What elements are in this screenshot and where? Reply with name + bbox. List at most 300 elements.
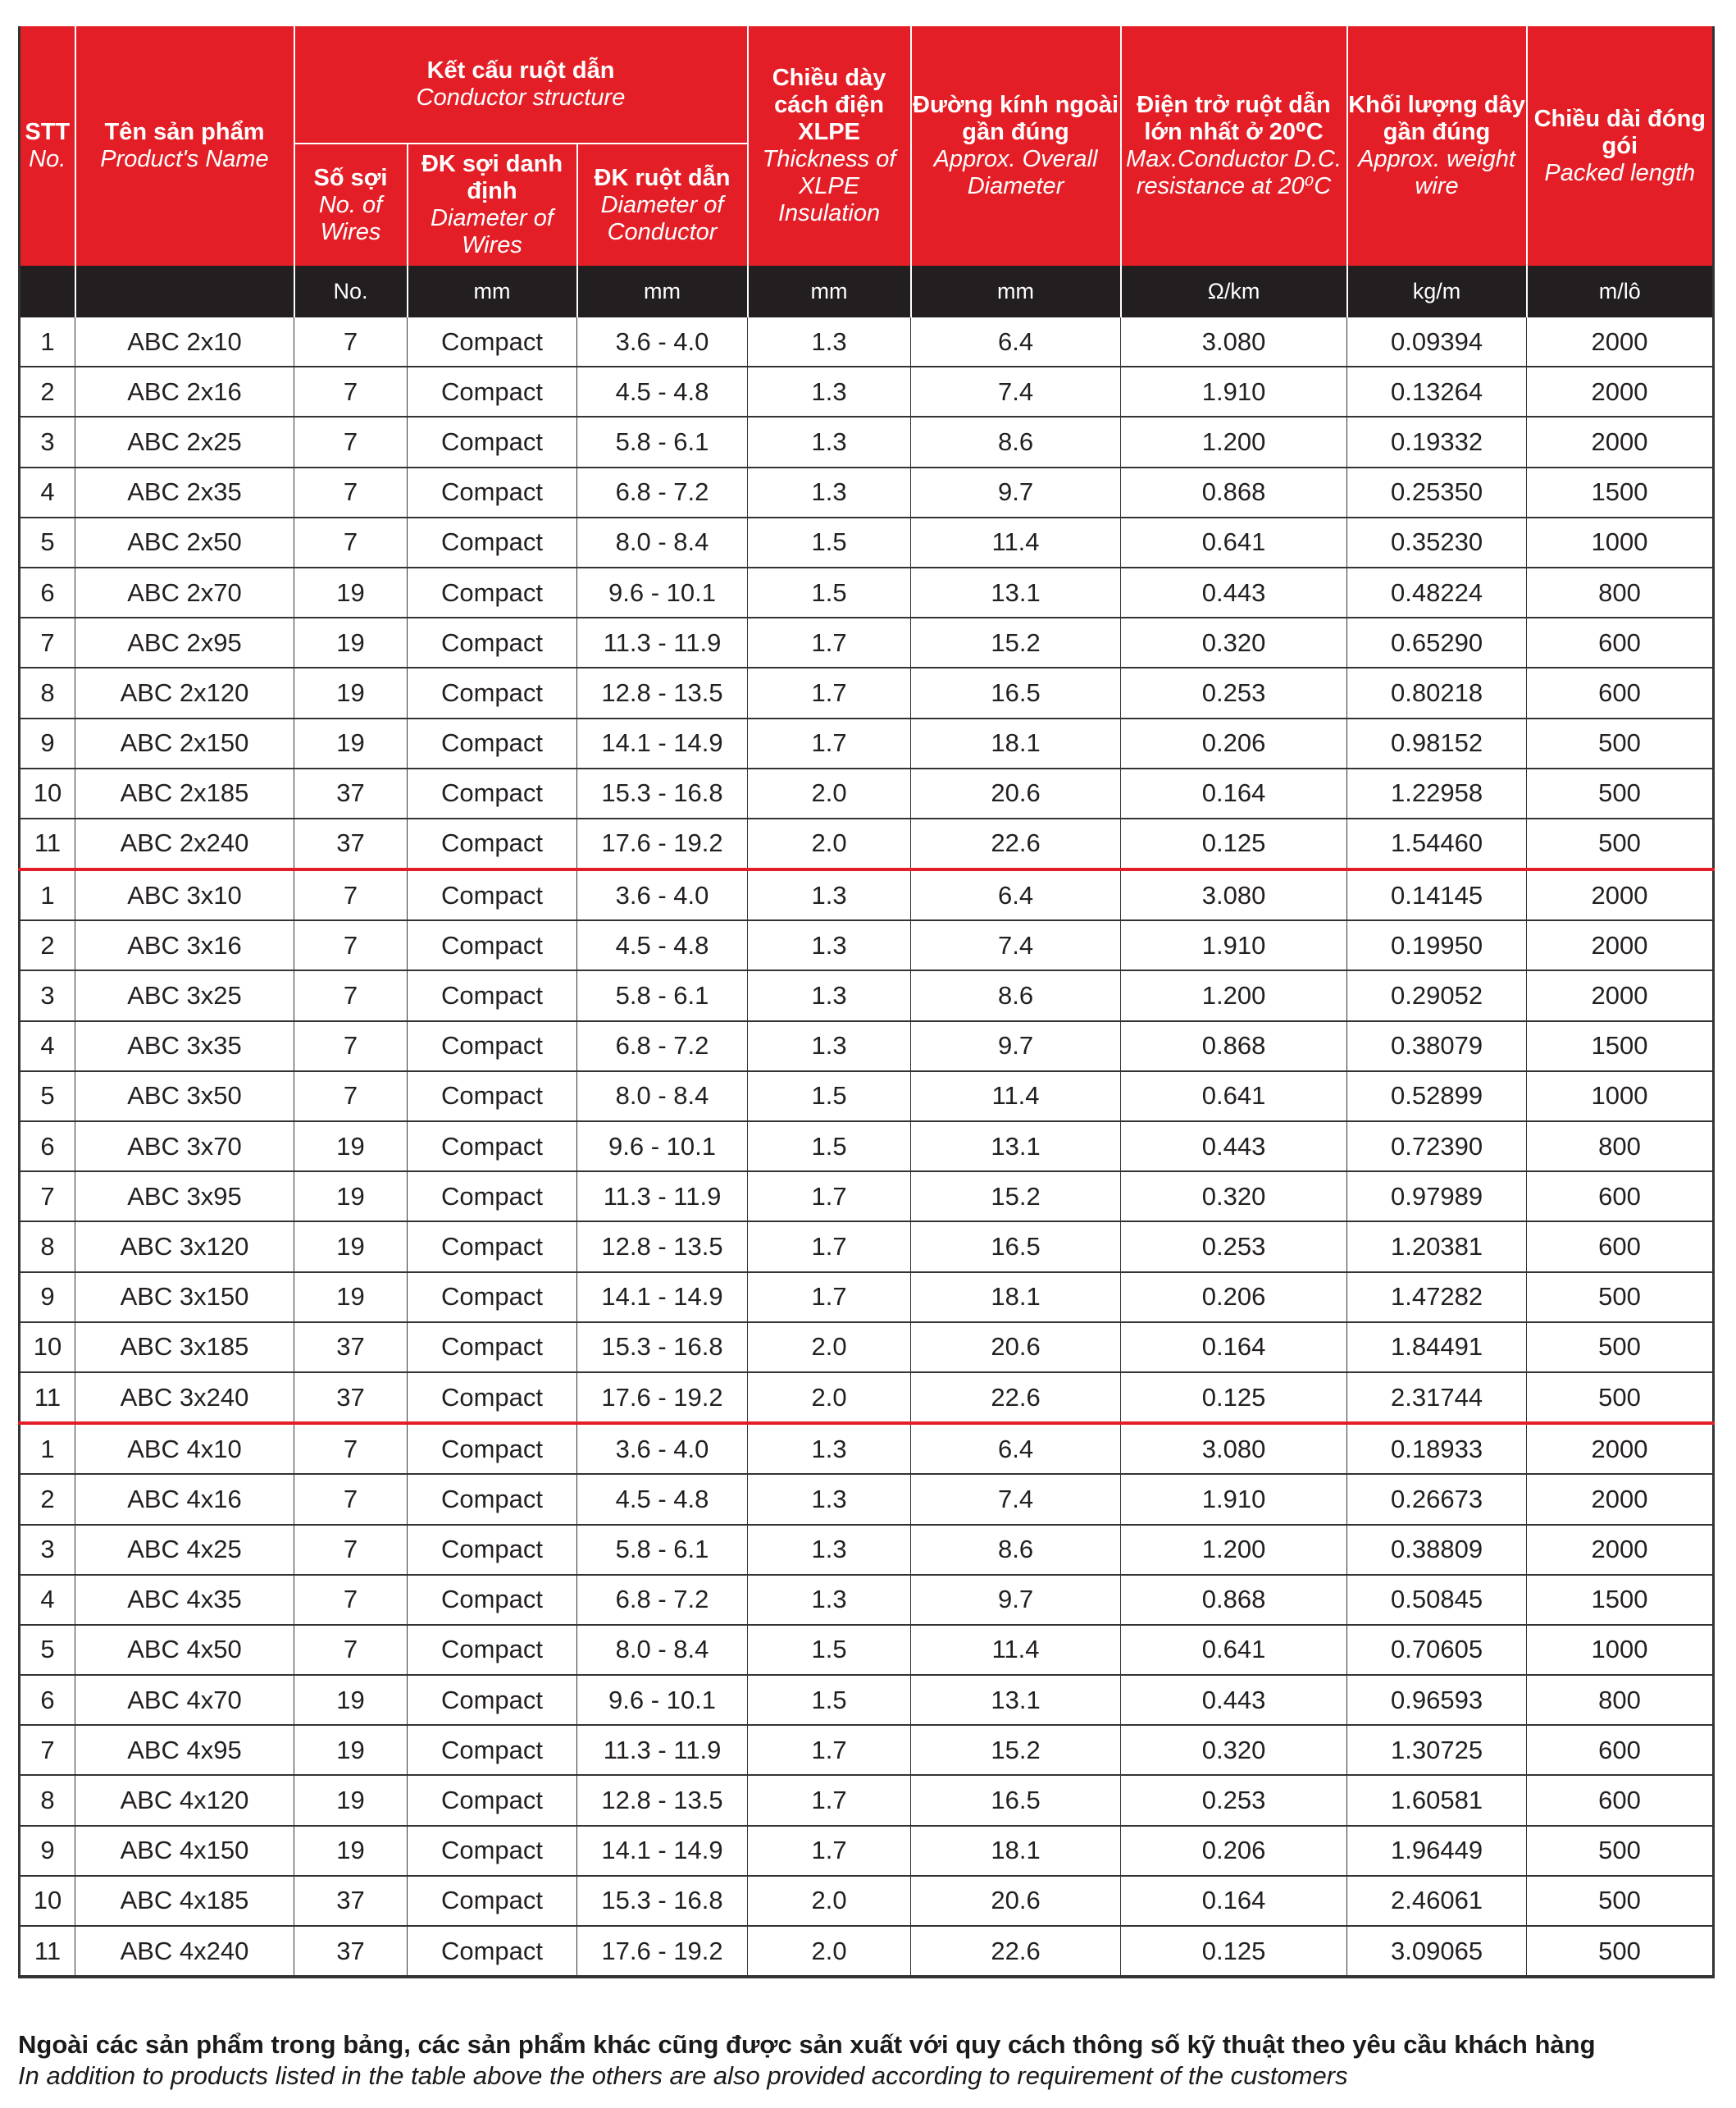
cell-insulation-thickness: 1.5 [748,1675,911,1725]
cell-wire-count: 7 [294,1021,408,1071]
cell-conductor-diameter: 3.6 - 4.0 [577,317,748,367]
unit-cell: mm [748,266,911,317]
cell-wire-count: 19 [294,1675,408,1725]
cell-packed-length: 2000 [1527,1525,1714,1575]
cell-conductor-diameter: 9.6 - 10.1 [577,568,748,618]
cell-overall-diameter: 11.4 [911,1625,1121,1675]
cell-insulation-thickness: 1.5 [748,568,911,618]
cell-dc-resistance: 0.253 [1121,668,1347,718]
cell-weight: 0.18933 [1347,1423,1527,1474]
cell-stt: 5 [20,518,75,568]
cell-stt: 10 [20,769,75,819]
cell-wire-diameter: Compact [408,668,577,718]
header-wire-diameter: ĐK sợi danh định Diameter of Wires [408,144,577,266]
cell-conductor-diameter: 8.0 - 8.4 [577,1625,748,1675]
cell-wire-count: 19 [294,668,408,718]
header-insulation-thickness: Chiều dày cách điện XLPE Thickness of XLPE Insulation [748,26,911,266]
cell-dc-resistance: 1.200 [1121,1525,1347,1575]
cell-insulation-thickness: 1.3 [748,417,911,467]
cell-product-name: ABC 2x185 [75,769,294,819]
cell-overall-diameter: 7.4 [911,920,1121,970]
cell-weight: 0.13264 [1347,367,1527,417]
cell-packed-length: 1000 [1527,1625,1714,1675]
cell-wire-diameter: Compact [408,1575,577,1625]
cell-wire-diameter: Compact [408,1675,577,1725]
cell-insulation-thickness: 1.7 [748,1272,911,1322]
cell-overall-diameter: 20.6 [911,1876,1121,1926]
cell-packed-length: 600 [1527,1775,1714,1825]
cell-wire-count: 7 [294,1423,408,1474]
cell-overall-diameter: 18.1 [911,1826,1121,1876]
cell-insulation-thickness: 1.3 [748,317,911,367]
header-conductor-diameter: ĐK ruột dẫn Diameter of Conductor [577,144,748,266]
cell-insulation-thickness: 1.7 [748,1826,911,1876]
cell-dc-resistance: 0.320 [1121,1725,1347,1775]
cell-insulation-thickness: 2.0 [748,819,911,869]
cell-overall-diameter: 9.7 [911,1021,1121,1071]
cell-packed-length: 600 [1527,668,1714,718]
table-row [20,1826,1714,1876]
cell-wire-diameter: Compact [408,1423,577,1474]
cell-wire-count: 19 [294,719,408,769]
cell-overall-diameter: 8.6 [911,970,1121,1020]
cell-dc-resistance: 1.200 [1121,970,1347,1020]
cell-overall-diameter: 11.4 [911,1071,1121,1121]
cell-weight: 1.47282 [1347,1272,1527,1322]
unit-cell [20,266,75,317]
cell-wire-count: 7 [294,518,408,568]
table-row [20,1423,1714,1474]
cell-overall-diameter: 15.2 [911,1171,1121,1221]
table-row [20,1272,1714,1322]
cell-packed-length: 800 [1527,1675,1714,1725]
table-row [20,1372,1714,1423]
cell-overall-diameter: 9.7 [911,1575,1121,1625]
cell-insulation-thickness: 1.7 [748,1725,911,1775]
header-stt: STT No. [20,26,75,266]
cell-weight: 2.31744 [1347,1372,1527,1423]
cell-product-name: ABC 4x16 [75,1474,294,1524]
cell-wire-count: 7 [294,970,408,1020]
cell-packed-length: 2000 [1527,367,1714,417]
cell-weight: 0.19950 [1347,920,1527,970]
unit-cell: mm [408,266,577,317]
cell-wire-count: 19 [294,1171,408,1221]
cell-stt: 6 [20,568,75,618]
cell-dc-resistance: 0.125 [1121,1372,1347,1423]
cell-overall-diameter: 7.4 [911,1474,1121,1524]
cell-stt: 1 [20,1423,75,1474]
cell-packed-length: 500 [1527,1372,1714,1423]
cell-wire-diameter: Compact [408,719,577,769]
cell-dc-resistance: 3.080 [1121,317,1347,367]
cell-dc-resistance: 3.080 [1121,1423,1347,1474]
cell-stt: 4 [20,1575,75,1625]
cell-wire-diameter: Compact [408,1725,577,1775]
cell-product-name: ABC 3x10 [75,869,294,920]
cell-wire-count: 37 [294,1876,408,1926]
cell-overall-diameter: 16.5 [911,1775,1121,1825]
table-row [20,920,1714,970]
cell-product-name: ABC 2x120 [75,668,294,718]
cell-conductor-diameter: 11.3 - 11.9 [577,618,748,668]
cell-conductor-diameter: 15.3 - 16.8 [577,769,748,819]
header-product-name: Tên sản phẩm Product's Name [75,26,294,266]
header-packed-length: Chiều dài đóng gói Packed length [1527,26,1714,266]
cell-packed-length: 600 [1527,618,1714,668]
cell-overall-diameter: 6.4 [911,869,1121,920]
cell-dc-resistance: 0.253 [1121,1221,1347,1271]
cell-packed-length: 800 [1527,1121,1714,1171]
cell-stt: 10 [20,1876,75,1926]
cell-stt: 6 [20,1675,75,1725]
cell-weight: 0.38079 [1347,1021,1527,1071]
cell-wire-diameter: Compact [408,317,577,367]
cell-wire-count: 7 [294,869,408,920]
cell-product-name: ABC 2x95 [75,618,294,668]
cell-packed-length: 600 [1527,1725,1714,1775]
cell-conductor-diameter: 6.8 - 7.2 [577,468,748,518]
cell-weight: 0.52899 [1347,1071,1527,1121]
cell-stt: 3 [20,970,75,1020]
cell-insulation-thickness: 1.3 [748,970,911,1020]
cell-weight: 1.96449 [1347,1826,1527,1876]
cell-weight: 0.96593 [1347,1675,1527,1725]
cell-wire-count: 37 [294,769,408,819]
cell-stt: 7 [20,1171,75,1221]
cell-conductor-diameter: 17.6 - 19.2 [577,819,748,869]
table-row [20,1221,1714,1271]
cell-insulation-thickness: 1.7 [748,1775,911,1825]
cell-stt: 3 [20,1525,75,1575]
cell-wire-diameter: Compact [408,1826,577,1876]
cell-packed-length: 500 [1527,1272,1714,1322]
cell-dc-resistance: 0.641 [1121,1071,1347,1121]
cell-product-name: ABC 3x25 [75,970,294,1020]
cell-conductor-diameter: 14.1 - 14.9 [577,1272,748,1322]
cell-dc-resistance: 0.206 [1121,1272,1347,1322]
cell-overall-diameter: 13.1 [911,568,1121,618]
cell-overall-diameter: 18.1 [911,719,1121,769]
cell-wire-count: 19 [294,1775,408,1825]
table-row [20,769,1714,819]
cell-conductor-diameter: 8.0 - 8.4 [577,1071,748,1121]
cell-product-name: ABC 2x50 [75,518,294,568]
cell-wire-diameter: Compact [408,417,577,467]
cell-stt: 11 [20,1372,75,1423]
cell-wire-diameter: Compact [408,1322,577,1372]
cell-weight: 1.84491 [1347,1322,1527,1372]
cell-wire-diameter: Compact [408,1272,577,1322]
cell-dc-resistance: 0.125 [1121,819,1347,869]
cell-stt: 1 [20,317,75,367]
unit-cell [75,266,294,317]
cell-stt: 8 [20,1221,75,1271]
table-row [20,367,1714,417]
cell-packed-length: 500 [1527,1826,1714,1876]
table-row [20,1926,1714,1977]
cell-wire-diameter: Compact [408,1171,577,1221]
cell-overall-diameter: 20.6 [911,1322,1121,1372]
cell-insulation-thickness: 2.0 [748,1926,911,1977]
cell-weight: 1.22958 [1347,769,1527,819]
cell-wire-count: 37 [294,1372,408,1423]
cell-wire-count: 7 [294,1474,408,1524]
table-row [20,1474,1714,1524]
cell-overall-diameter: 13.1 [911,1121,1121,1171]
cell-wire-diameter: Compact [408,1625,577,1675]
cell-weight: 1.20381 [1347,1221,1527,1271]
cell-wire-diameter: Compact [408,468,577,518]
cell-stt: 8 [20,668,75,718]
cell-product-name: ABC 4x185 [75,1876,294,1926]
cell-insulation-thickness: 1.7 [748,719,911,769]
cell-product-name: ABC 4x150 [75,1826,294,1876]
cell-stt: 3 [20,417,75,467]
table-row [20,1725,1714,1775]
cell-product-name: ABC 4x120 [75,1775,294,1825]
cell-stt: 1 [20,869,75,920]
cell-wire-diameter: Compact [408,618,577,668]
cell-conductor-diameter: 11.3 - 11.9 [577,1171,748,1221]
cell-product-name: ABC 4x95 [75,1725,294,1775]
cell-insulation-thickness: 1.3 [748,1423,911,1474]
cell-dc-resistance: 0.206 [1121,1826,1347,1876]
cell-overall-diameter: 6.4 [911,317,1121,367]
cell-dc-resistance: 0.206 [1121,719,1347,769]
cell-stt: 7 [20,1725,75,1775]
cell-weight: 0.65290 [1347,618,1527,668]
cell-packed-length: 1000 [1527,1071,1714,1121]
cell-weight: 0.98152 [1347,719,1527,769]
cell-packed-length: 2000 [1527,970,1714,1020]
cell-packed-length: 500 [1527,1926,1714,1977]
cell-wire-count: 7 [294,417,408,467]
cell-conductor-diameter: 12.8 - 13.5 [577,668,748,718]
table-row [20,417,1714,467]
cell-insulation-thickness: 1.5 [748,1121,911,1171]
cell-dc-resistance: 1.200 [1121,417,1347,467]
cell-conductor-diameter: 15.3 - 16.8 [577,1876,748,1926]
cell-conductor-diameter: 14.1 - 14.9 [577,1826,748,1876]
table-row [20,1171,1714,1221]
units-row [20,266,1714,317]
cell-wire-count: 37 [294,1322,408,1372]
cell-insulation-thickness: 1.7 [748,618,911,668]
table-row [20,819,1714,869]
header-wires-number: Số sợi No. of Wires [294,144,408,266]
cell-conductor-diameter: 17.6 - 19.2 [577,1926,748,1977]
header-dc-resistance: Điện trở ruột dẫn lớn nhất ở 20⁰C Max.Conductor D.C. resistance at 20⁰C [1121,26,1347,266]
cell-overall-diameter: 16.5 [911,1221,1121,1271]
cell-conductor-diameter: 5.8 - 6.1 [577,970,748,1020]
cell-wire-diameter: Compact [408,1876,577,1926]
cell-wire-count: 19 [294,1272,408,1322]
cell-weight: 1.30725 [1347,1725,1527,1775]
cell-overall-diameter: 15.2 [911,1725,1121,1775]
cell-packed-length: 2000 [1527,869,1714,920]
cell-wire-diameter: Compact [408,1071,577,1121]
table-row [20,1021,1714,1071]
cell-packed-length: 2000 [1527,920,1714,970]
cell-wire-diameter: Compact [408,568,577,618]
cell-dc-resistance: 0.443 [1121,1675,1347,1725]
cell-dc-resistance: 1.910 [1121,920,1347,970]
cell-wire-diameter: Compact [408,1121,577,1171]
cell-stt: 9 [20,1272,75,1322]
cell-conductor-diameter: 17.6 - 19.2 [577,1372,748,1423]
cell-conductor-diameter: 12.8 - 13.5 [577,1221,748,1271]
cell-wire-diameter: Compact [408,970,577,1020]
footnote-vietnamese: Ngoài các sản phẩm trong bảng, các sản phẩm khác cũng được sản xuất với quy cách thông số kỹ thuật theo yêu cầu khách hàng [18,2030,1596,2059]
cell-dc-resistance: 0.253 [1121,1775,1347,1825]
cell-wire-count: 7 [294,1525,408,1575]
footnote-english: In addition to products listed in the table above the others are also provided according to requirement of the customers [18,2061,1348,2090]
cell-packed-length: 600 [1527,1221,1714,1271]
cell-stt: 7 [20,618,75,668]
cell-overall-diameter: 20.6 [911,769,1121,819]
cell-overall-diameter: 8.6 [911,417,1121,467]
cell-packed-length: 600 [1527,1171,1714,1221]
cell-product-name: ABC 2x10 [75,317,294,367]
cell-stt: 6 [20,1121,75,1171]
table-row [20,668,1714,718]
cell-wire-count: 7 [294,920,408,970]
cell-product-name: ABC 3x70 [75,1121,294,1171]
cell-weight: 0.26673 [1347,1474,1527,1524]
cell-dc-resistance: 0.125 [1121,1926,1347,1977]
cell-dc-resistance: 0.868 [1121,1021,1347,1071]
cell-weight: 0.14145 [1347,869,1527,920]
cell-wire-diameter: Compact [408,367,577,417]
cell-overall-diameter: 22.6 [911,1926,1121,1977]
cell-stt: 9 [20,1826,75,1876]
cell-conductor-diameter: 3.6 - 4.0 [577,869,748,920]
cell-wire-diameter: Compact [408,869,577,920]
cell-dc-resistance: 0.443 [1121,568,1347,618]
cell-product-name: ABC 3x50 [75,1071,294,1121]
cell-insulation-thickness: 2.0 [748,1322,911,1372]
cell-product-name: ABC 2x150 [75,719,294,769]
cell-dc-resistance: 0.164 [1121,1322,1347,1372]
cell-insulation-thickness: 1.7 [748,1221,911,1271]
cell-stt: 10 [20,1322,75,1372]
cell-conductor-diameter: 8.0 - 8.4 [577,518,748,568]
cell-overall-diameter: 11.4 [911,518,1121,568]
cell-product-name: ABC 2x70 [75,568,294,618]
cell-dc-resistance: 0.868 [1121,468,1347,518]
table-row [20,1675,1714,1725]
cell-weight: 0.72390 [1347,1121,1527,1171]
cell-conductor-diameter: 4.5 - 4.8 [577,920,748,970]
cell-packed-length: 1500 [1527,468,1714,518]
cell-overall-diameter: 22.6 [911,819,1121,869]
cell-packed-length: 800 [1527,568,1714,618]
cell-dc-resistance: 0.443 [1121,1121,1347,1171]
cell-weight: 0.48224 [1347,568,1527,618]
cell-stt: 2 [20,367,75,417]
cell-wire-count: 7 [294,1625,408,1675]
cell-overall-diameter: 18.1 [911,1272,1121,1322]
cell-conductor-diameter: 11.3 - 11.9 [577,1725,748,1775]
cell-insulation-thickness: 2.0 [748,769,911,819]
unit-cell: mm [577,266,748,317]
cell-product-name: ABC 3x185 [75,1322,294,1372]
cell-wire-count: 37 [294,819,408,869]
cell-dc-resistance: 3.080 [1121,869,1347,920]
cell-weight: 2.46061 [1347,1876,1527,1926]
cell-product-name: ABC 3x95 [75,1171,294,1221]
cell-product-name: ABC 4x35 [75,1575,294,1625]
cell-packed-length: 1500 [1527,1021,1714,1071]
table-row [20,1625,1714,1675]
table-row [20,618,1714,668]
cell-insulation-thickness: 1.3 [748,1474,911,1524]
cell-weight: 1.54460 [1347,819,1527,869]
cell-wire-diameter: Compact [408,769,577,819]
cell-stt: 2 [20,1474,75,1524]
cell-packed-length: 500 [1527,769,1714,819]
table-row [20,869,1714,920]
cell-product-name: ABC 4x50 [75,1625,294,1675]
cell-dc-resistance: 1.910 [1121,1474,1347,1524]
cell-packed-length: 500 [1527,1876,1714,1926]
table-row [20,719,1714,769]
unit-cell: m/lô [1527,266,1714,317]
cell-conductor-diameter: 4.5 - 4.8 [577,1474,748,1524]
cell-product-name: ABC 2x240 [75,819,294,869]
cell-packed-length: 500 [1527,719,1714,769]
cell-weight: 0.25350 [1347,468,1527,518]
cell-stt: 4 [20,468,75,518]
cell-product-name: ABC 4x70 [75,1675,294,1725]
cell-wire-count: 7 [294,1575,408,1625]
table-row [20,1775,1714,1825]
cell-insulation-thickness: 1.3 [748,1021,911,1071]
cell-insulation-thickness: 1.5 [748,1625,911,1675]
cell-wire-diameter: Compact [408,920,577,970]
cell-packed-length: 2000 [1527,317,1714,367]
cell-wire-count: 19 [294,568,408,618]
cell-wire-diameter: Compact [408,1775,577,1825]
cell-weight: 0.19332 [1347,417,1527,467]
cell-insulation-thickness: 1.3 [748,920,911,970]
table-row [20,1525,1714,1575]
cell-insulation-thickness: 1.5 [748,518,911,568]
cell-product-name: ABC 3x240 [75,1372,294,1423]
table-row [20,1876,1714,1926]
cell-conductor-diameter: 14.1 - 14.9 [577,719,748,769]
cell-stt: 9 [20,719,75,769]
cell-wire-count: 19 [294,618,408,668]
header-overall-diameter: Đường kính ngoài gần đúng Approx. Overall Diameter [911,26,1121,266]
cell-overall-diameter: 16.5 [911,668,1121,718]
table-row [20,568,1714,618]
cell-wire-diameter: Compact [408,819,577,869]
cell-weight: 3.09065 [1347,1926,1527,1977]
table-row [20,1071,1714,1121]
cell-wire-diameter: Compact [408,1926,577,1977]
cell-dc-resistance: 0.641 [1121,518,1347,568]
cell-insulation-thickness: 1.5 [748,1071,911,1121]
header-weight: Khối lượng dây gần đúng Approx. weight wire [1347,26,1527,266]
cell-wire-count: 19 [294,1725,408,1775]
cell-wire-count: 19 [294,1826,408,1876]
cell-insulation-thickness: 1.3 [748,1525,911,1575]
cell-weight: 0.70605 [1347,1625,1527,1675]
cell-product-name: ABC 4x240 [75,1926,294,1977]
cell-wire-count: 7 [294,1071,408,1121]
